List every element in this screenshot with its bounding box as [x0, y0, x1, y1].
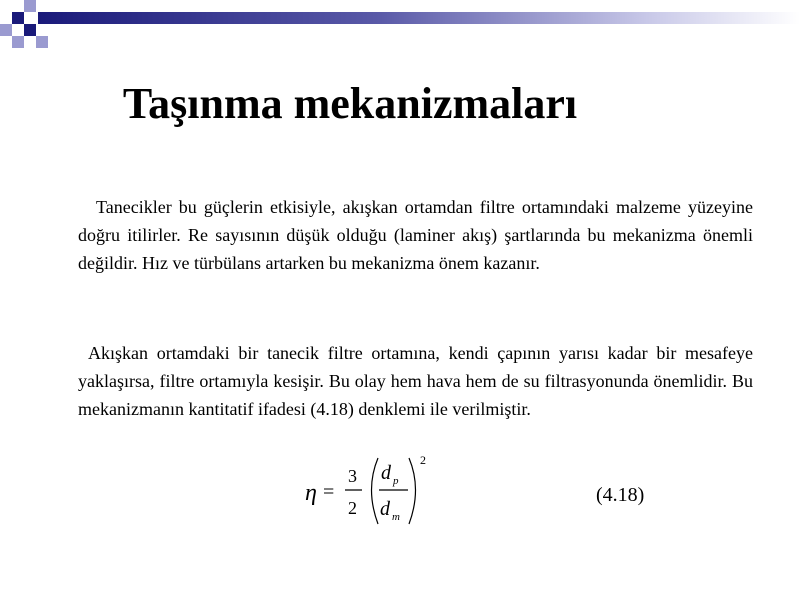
header-decoration: [0, 0, 800, 50]
eq-inner-numerator: d: [381, 462, 391, 484]
equation-number: (4.18): [596, 484, 645, 506]
eq-inner-denominator-sub: m: [392, 511, 400, 523]
deco-square: [0, 24, 12, 36]
header-gradient-bar: [38, 12, 800, 24]
deco-square: [24, 24, 36, 36]
eq-inner-numerator-sub: p: [393, 475, 399, 487]
slide-title: [0, 76, 800, 132]
eq-exponent: 2: [420, 453, 426, 467]
deco-square: [36, 36, 48, 48]
eq-eta: η: [305, 480, 317, 506]
slide-title-text: Taşınma mekanizmaları: [122, 79, 578, 128]
eq-inner-denominator: d: [380, 498, 390, 520]
paragraph-1: Tanecikler bu güçlerin etkisiyle, akışkan ortamdan filtre ortamındaki malzeme yüzeyine doğru itilirler. Re sayısının düşük olduğu (laminer akış) şartlarında bu mekanizma önemli değildir. Hız ve türbülans artarken bu mekanizma önem kazanır.: [78, 197, 753, 273]
eq-equals: =: [323, 481, 335, 503]
deco-square: [12, 12, 24, 24]
eq-coef-numerator: 3: [348, 466, 357, 486]
eq-coef-denominator: 2: [348, 498, 357, 518]
eq-left-paren: [372, 458, 379, 524]
equation-4-18: [305, 452, 445, 537]
eq-right-paren: [409, 458, 416, 524]
deco-square: [24, 0, 36, 12]
paragraph-2: Akışkan ortamdaki bir tanecik filtre ortamına, kendi çapının yarısı kadar bir mesafeye yaklaşırsa, filtre ortamıyla kesişir. Bu olay hem hava hem de su filtrasyonunda önemlidir. Bu mekanizmanın kantitatif ifadesi (4.18) denklemi ile verilmiştir.: [78, 343, 753, 419]
deco-square: [12, 36, 24, 48]
